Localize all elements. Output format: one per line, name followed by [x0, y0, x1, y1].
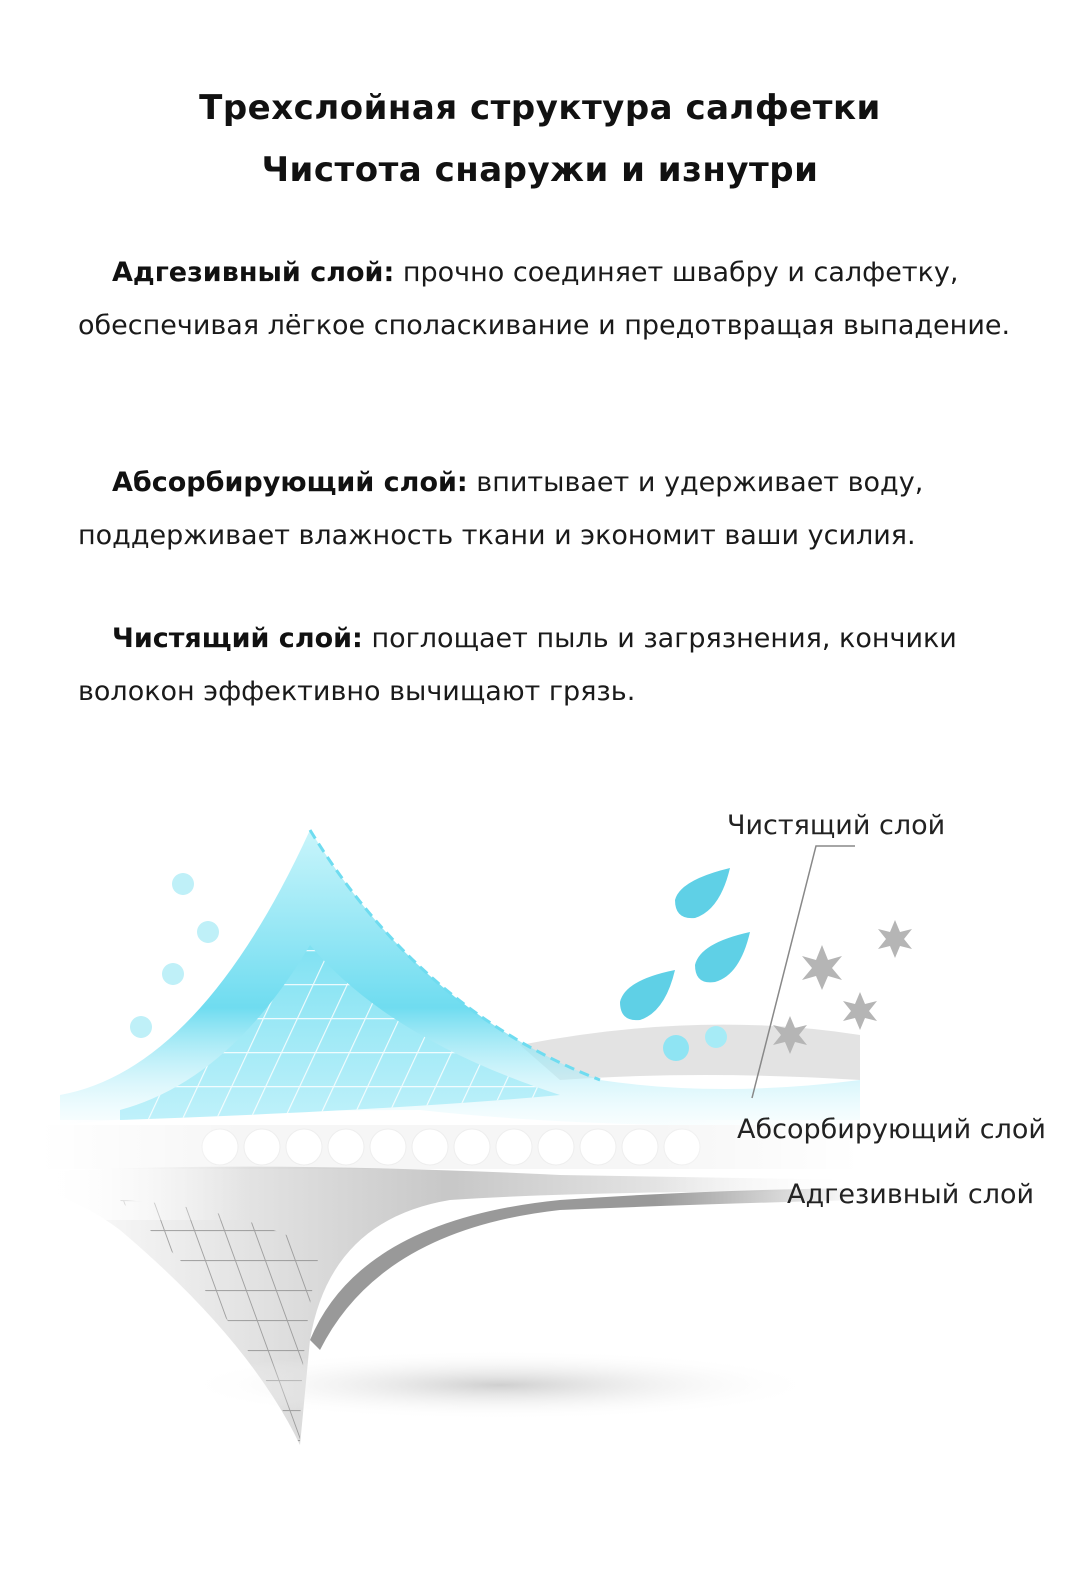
adhesive-layer-name: Адгезивный слой:	[112, 257, 395, 288]
cleaning-layer-paragraph	[78, 612, 1018, 718]
page-title: Трехслойная структура салфетки	[199, 88, 881, 128]
cleaning-layer-name: Чистящий слой:	[112, 623, 363, 654]
cleaning-layer-label: Чистящий слой	[727, 810, 946, 841]
cleaning-layer-description: поглощает пыль и загрязнения, кончики волокон эффективно вычищают грязь.	[78, 623, 957, 707]
page-subtitle: Чистота снаружи и изнутри	[261, 150, 819, 190]
absorbing-layer-paragraph	[78, 456, 1018, 562]
adhesive-layer-label: Адгезивный слой	[787, 1179, 1035, 1210]
absorbing-layer-label: Абсорбирующий слой	[737, 1114, 1046, 1145]
floor-shadow	[180, 1350, 820, 1420]
adhesive-layer-paragraph	[78, 246, 1018, 352]
absorbing-layer-name: Абсорбирующий слой:	[112, 467, 468, 498]
absorbing-layer-description: впитывает и удерживает воду, поддерживает влажность ткани и экономит ваши усилия.	[78, 467, 924, 551]
adhesive-layer-description: прочно соединяет швабру и салфетку, обеспечивая лёгкое споласкивание и предотвращая выпадение.	[78, 257, 1011, 341]
droplet-icons	[620, 868, 750, 1020]
